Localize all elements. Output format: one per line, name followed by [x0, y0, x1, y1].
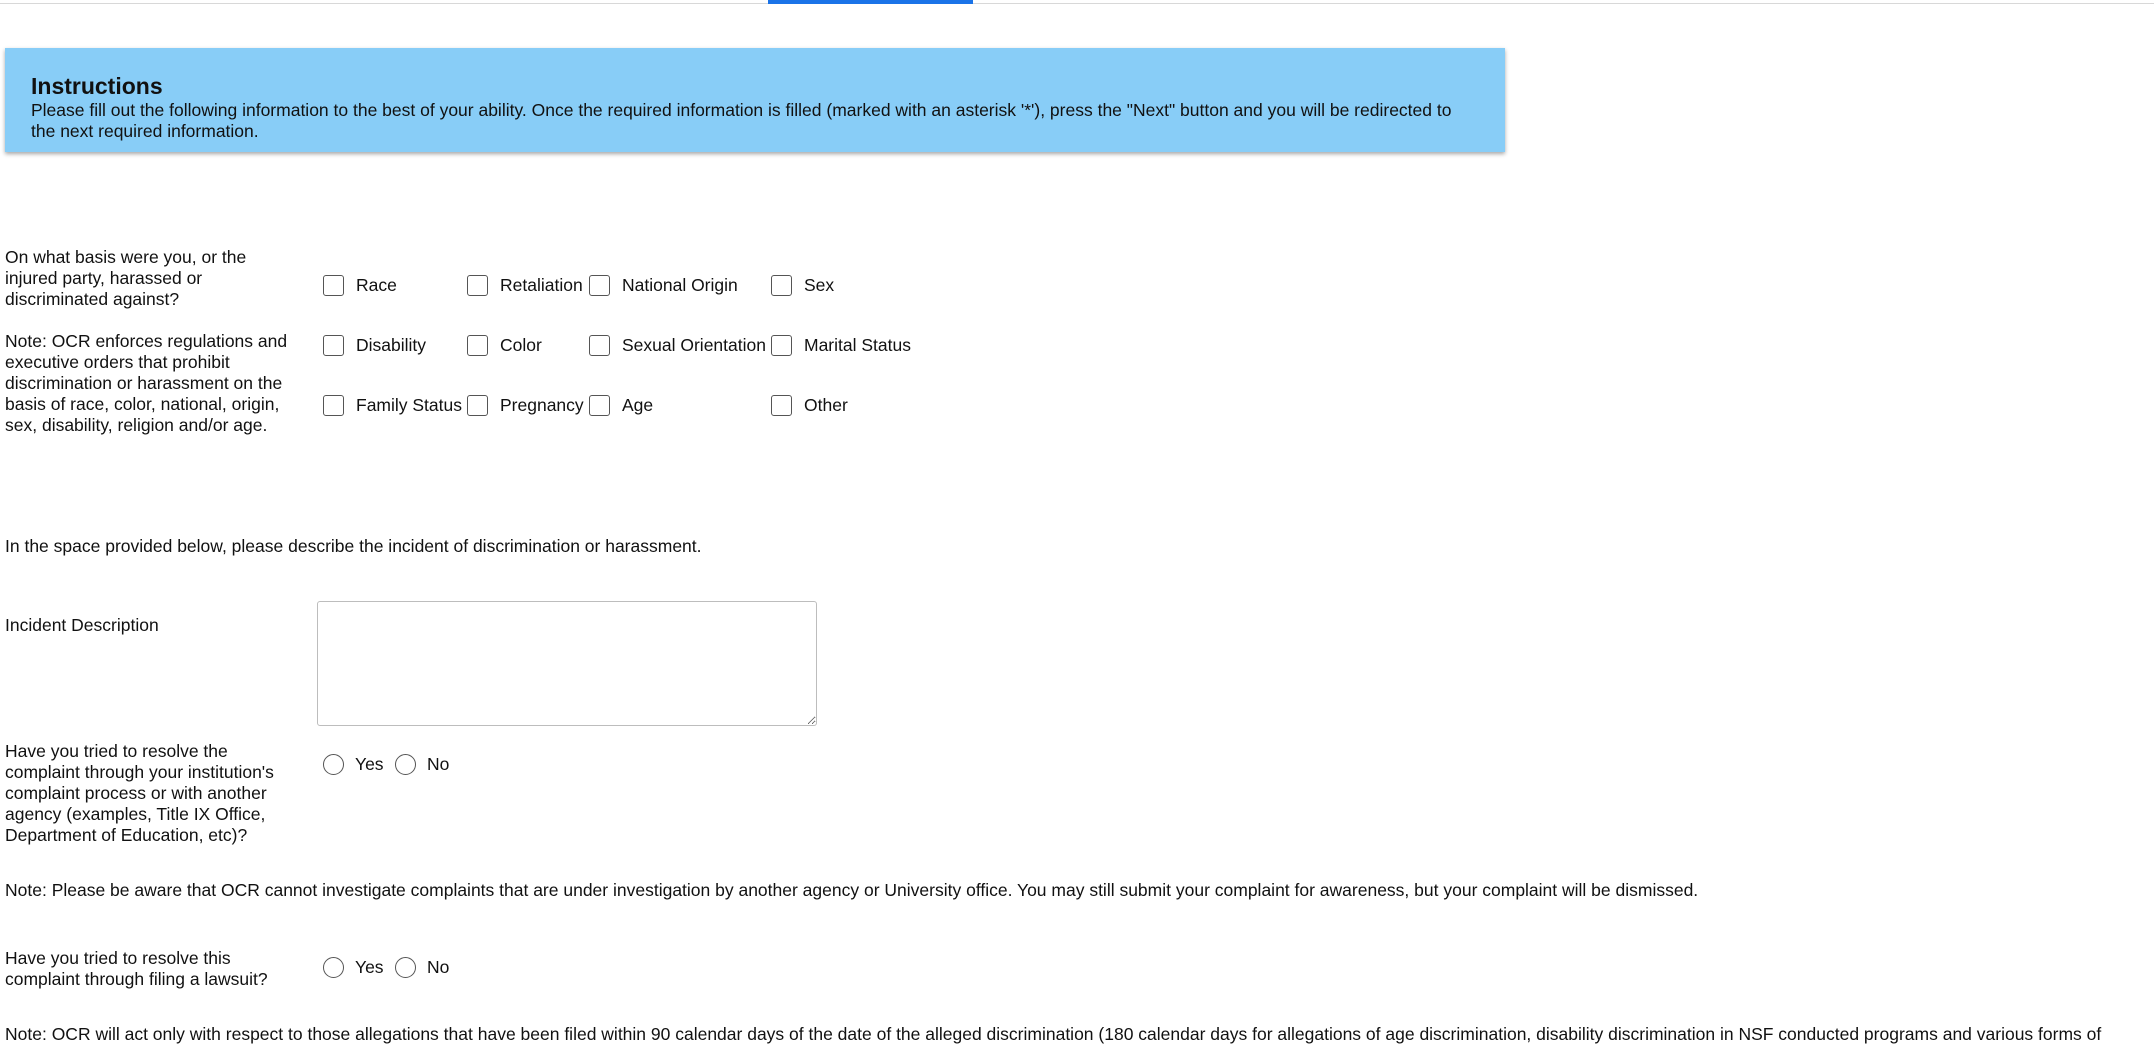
- instructions-banner: [5, 48, 1505, 152]
- checkbox-disability[interactable]: [323, 333, 426, 357]
- basis-question: On what basis were you, or the injured party, harassed or discriminated against?: [5, 247, 247, 309]
- checkbox-race[interactable]: [323, 273, 397, 297]
- checkbox-marital-status[interactable]: [771, 333, 911, 357]
- radio-label: Yes: [355, 753, 384, 774]
- checkbox-box[interactable]: [467, 395, 488, 416]
- incident-description-label: Incident Description: [5, 615, 159, 635]
- resolve-note: Note: Please be aware that OCR cannot investigate complaints that are under investigation by another agency or University office. You may still submit your complaint for awareness, but your complaint will be dismissed.: [5, 880, 1699, 900]
- checkbox-box[interactable]: [467, 335, 488, 356]
- radio-circle[interactable]: [395, 957, 416, 978]
- checkbox-box[interactable]: [323, 335, 344, 356]
- checkbox-label: Sexual Orientation: [622, 334, 766, 355]
- lawsuit-no-radio[interactable]: [395, 955, 449, 979]
- radio-circle[interactable]: [323, 754, 344, 775]
- lawsuit-note: Note: OCR will act only with respect to those allegations that have been filed within 90 calendar days of the date of the alleged discrimination (180 calendar days for allegations of age discrimination, disability discrimination in NSF conducted programs and various forms of: [5, 1024, 2102, 1044]
- checkbox-box[interactable]: [323, 395, 344, 416]
- checkbox-sex[interactable]: [771, 273, 834, 297]
- checkbox-label: Sex: [804, 274, 835, 295]
- checkbox-label: Color: [500, 334, 542, 355]
- checkbox-family-status[interactable]: [323, 393, 462, 417]
- checkbox-retaliation[interactable]: [467, 273, 583, 297]
- resolve-yes-radio[interactable]: [323, 752, 384, 776]
- radio-circle[interactable]: [395, 754, 416, 775]
- checkbox-sexual-orientation[interactable]: [589, 333, 766, 357]
- checkbox-box[interactable]: [589, 395, 610, 416]
- checkbox-box[interactable]: [589, 335, 610, 356]
- checkbox-pregnancy[interactable]: [467, 393, 584, 417]
- checkbox-label: Family Status: [356, 394, 462, 415]
- checkbox-label: Race: [356, 274, 397, 295]
- checkbox-label: Retaliation: [500, 274, 583, 295]
- checkbox-box[interactable]: [467, 275, 488, 296]
- resolve-no-radio[interactable]: [395, 752, 449, 776]
- radio-label: Yes: [355, 956, 384, 977]
- checkbox-color[interactable]: [467, 333, 542, 357]
- description-prompt: In the space provided below, please describe the incident of discrimination or harassment.: [5, 536, 702, 556]
- incident-description-input[interactable]: [317, 601, 817, 726]
- radio-label: No: [427, 753, 450, 774]
- checkbox-label: Other: [804, 394, 848, 415]
- basis-note: Note: OCR enforces regulations and executive orders that prohibit discrimination or harassment on the basis of race, color, national, origin, sex, disability, religion and/or age.: [5, 331, 288, 435]
- checkbox-age[interactable]: [589, 393, 653, 417]
- checkbox-box[interactable]: [771, 275, 792, 296]
- checkbox-label: Disability: [356, 334, 427, 355]
- checkbox-other[interactable]: [771, 393, 848, 417]
- checkbox-label: Pregnancy: [500, 394, 584, 415]
- radio-circle[interactable]: [323, 957, 344, 978]
- checkbox-box[interactable]: [589, 275, 610, 296]
- checkbox-national-origin[interactable]: [589, 273, 738, 297]
- checkbox-box[interactable]: [323, 275, 344, 296]
- checkbox-label: Marital Status: [804, 334, 911, 355]
- active-tab-indicator: [768, 0, 973, 4]
- checkbox-box[interactable]: [771, 395, 792, 416]
- resolve-question: Have you tried to resolve the complaint through your institution's complaint process or with another agency (examples, Title IX Office, Department of Education, etc)?: [5, 741, 274, 845]
- checkbox-label: Age: [622, 394, 654, 415]
- checkbox-box[interactable]: [771, 335, 792, 356]
- radio-label: No: [427, 956, 450, 977]
- top-divider: [0, 3, 2154, 4]
- instructions-title: Instructions: [31, 73, 163, 99]
- lawsuit-yes-radio[interactable]: [323, 955, 384, 979]
- instructions-body: Please fill out the following information to the best of your ability. Once the required information is filled (marked with an asterisk '*'), press the "Next" button and you will be redirected to the next required information.: [31, 100, 1452, 141]
- checkbox-label: National Origin: [622, 274, 738, 295]
- lawsuit-question: Have you tried to resolve this complaint through filing a lawsuit?: [5, 948, 268, 989]
